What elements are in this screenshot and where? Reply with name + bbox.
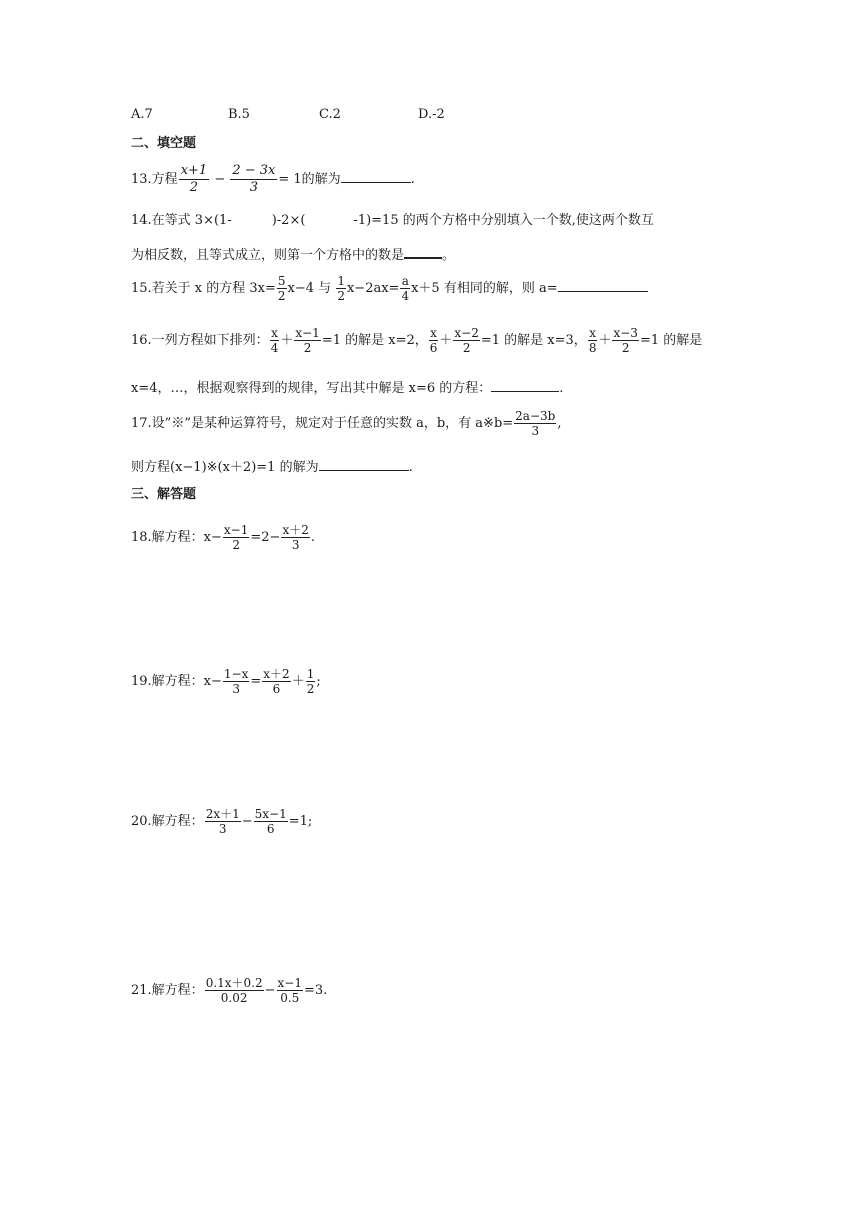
q17-end: . [408, 460, 413, 475]
q13-f2-den: 3 [249, 180, 259, 195]
q15-f2-den: 2 [337, 289, 345, 303]
q19-fraction-1 [223, 667, 249, 696]
q16-fraction-2 [294, 326, 320, 355]
q16-part-d: =1 的解是 [639, 333, 703, 348]
q14-part-a: 14.在等式 3×(1- [131, 213, 232, 228]
q20-part-a: 20.解方程： [131, 814, 204, 829]
q19-part-a: 19.解方程：x− [131, 674, 222, 689]
q17-fraction [514, 409, 556, 438]
q16-f1-den: 4 [270, 341, 279, 355]
q19-f2-den: 6 [272, 682, 281, 696]
q15-part-b: x−4 与 [287, 281, 332, 296]
q15-part-a: 15.若关于 x 的方程 3x= [131, 281, 276, 296]
q19-fraction-2 [262, 667, 290, 696]
q16-plus-3: ＋ [598, 333, 612, 348]
q19-f1-den: 3 [232, 682, 240, 696]
q16-part-b: =1 的解是 x=2， [321, 333, 428, 348]
q17-f-den: 3 [531, 424, 540, 438]
q13-minus: − [210, 172, 230, 187]
q19-f3-num: 1 [306, 667, 315, 681]
q18-f1-num: x−1 [223, 523, 249, 537]
q13-f1-num: x+1 [180, 163, 208, 178]
q20-f1-num: 2x＋1 [205, 807, 240, 821]
q16-f5-num: x [589, 326, 597, 340]
q16-f6-num: x−3 [613, 326, 638, 340]
question-13 [131, 163, 415, 196]
question-18 [131, 523, 315, 552]
q19-part-d: ; [316, 674, 321, 689]
question-16-line-1 [131, 326, 702, 355]
q15-f1-num: 5 [277, 274, 286, 288]
q14-answer-blank[interactable] [404, 243, 442, 259]
q14-part-c: -1)=15 的两个方格中分别填入一个数,使这两个数互 [353, 213, 654, 228]
q13-f2-num: 2 − 3x [232, 163, 276, 178]
q19-f2-num: x＋2 [263, 667, 290, 681]
q18-part-c: . [310, 530, 315, 545]
q16-f5-den: 8 [588, 341, 597, 355]
q13-fraction-2 [230, 163, 277, 196]
q15-f2-num: 1 [337, 274, 345, 288]
q21-f2-den: 0.5 [280, 991, 300, 1005]
q14-part-e: 。 [442, 248, 456, 263]
q21-f1-den: 0.02 [220, 991, 248, 1005]
q13-f1-den: 2 [189, 180, 199, 195]
q18-part-b: =2− [250, 530, 281, 545]
question-19 [131, 667, 321, 696]
q16-end: . [559, 381, 564, 396]
q16-f2-den: 2 [303, 341, 312, 355]
q16-answer-blank[interactable] [491, 377, 559, 392]
q15-fraction-2 [336, 274, 346, 303]
q15-fraction-3 [400, 274, 410, 303]
question-14-line-1 [131, 212, 654, 230]
q13-end: . [410, 172, 415, 187]
q13-prefix: 13.方程 [131, 172, 178, 187]
q16-line-2-text: x=4，…，根据观察得到的规律，写出其中解是 x=6 的方程： [131, 381, 492, 396]
q19-part-b: = [250, 674, 262, 689]
option-b: B.5 [228, 107, 250, 122]
q16-f3-num: x [430, 326, 437, 340]
q18-f1-den: 2 [232, 538, 240, 552]
question-17-line-1 [131, 409, 561, 438]
q21-fraction-2 [277, 976, 303, 1005]
q21-f2-num: x−1 [277, 976, 302, 990]
q15-part-c: x−2ax= [346, 281, 400, 296]
section-heading-fill: 二、填空题 [131, 136, 197, 151]
q16-f3-den: 6 [429, 341, 438, 355]
q19-f1-num: 1−x [223, 667, 249, 681]
q20-f1-den: 3 [218, 822, 227, 836]
q17-answer-blank[interactable] [319, 456, 409, 471]
q16-f2-num: x−1 [295, 326, 320, 340]
q16-f6-den: 2 [621, 341, 630, 355]
option-c: C.2 [319, 107, 341, 122]
section-heading-solve: 三、解答题 [131, 487, 197, 502]
q19-fraction-3 [306, 667, 316, 696]
q20-f2-den: 6 [266, 822, 275, 836]
q16-f1-num: x [271, 326, 278, 340]
q20-fraction-2 [254, 807, 288, 836]
question-14-line-2 [131, 243, 455, 265]
q18-f2-den: 3 [291, 538, 300, 552]
q20-part-c: =1; [288, 814, 313, 829]
q19-part-c: ＋ [291, 674, 305, 689]
question-17-line-2 [131, 456, 413, 477]
q18-fraction-2 [281, 523, 309, 552]
q15-part-d: x＋5 有相同的解，则 a= [411, 281, 558, 296]
q16-f4-den: 2 [462, 341, 471, 355]
q18-f2-num: x＋2 [282, 523, 309, 537]
option-d: D.-2 [418, 107, 445, 122]
options-row [131, 106, 531, 124]
q21-part-b: − [264, 983, 276, 998]
q15-answer-blank[interactable] [558, 277, 648, 292]
q15-fraction-1 [277, 274, 287, 303]
q16-part-c: =1 的解是 x=3， [480, 333, 587, 348]
q13-fraction-1 [179, 163, 210, 196]
q14-part-d: 为相反数，且等式成立，则第一个方格中的数是 [131, 248, 405, 263]
q16-part-a: 16.一列方程如下排列： [131, 333, 269, 348]
q20-fraction-1 [205, 807, 241, 836]
q16-fraction-5 [588, 326, 598, 355]
q16-fraction-4 [453, 326, 479, 355]
q16-f4-num: x−2 [454, 326, 479, 340]
q16-fraction-3 [429, 326, 439, 355]
q20-f2-num: 5x−1 [254, 807, 287, 821]
q15-f3-num: a [401, 274, 409, 288]
q21-part-c: =3. [304, 983, 328, 998]
option-a: A.7 [131, 107, 153, 122]
q21-part-a: 21.解方程： [131, 983, 204, 998]
question-15 [131, 274, 648, 303]
q16-plus-2: ＋ [439, 333, 453, 348]
question-16-line-2 [131, 377, 563, 398]
q16-fraction-6 [612, 326, 638, 355]
question-21 [131, 976, 327, 1005]
q18-fraction-1 [223, 523, 249, 552]
question-20 [131, 807, 312, 836]
q21-fraction-1 [205, 976, 264, 1005]
q17-part-a: 17.设”※”是某种运算符号，规定对于任意的实数 a，b，有 a※b= [131, 416, 514, 431]
q19-f3-den: 2 [306, 682, 315, 696]
q15-f3-den: 4 [401, 289, 410, 303]
q16-plus-1: ＋ [280, 333, 294, 348]
q17-line-2-text: 则方程(x−1)※(x＋2)=1 的解为 [131, 460, 319, 475]
q18-part-a: 18.解方程：x− [131, 530, 222, 545]
q13-answer-blank[interactable] [341, 168, 411, 183]
q21-f1-num: 0.1x＋0.2 [205, 976, 263, 990]
q15-f1-den: 2 [277, 289, 286, 303]
q17-f-num: 2a−3b [515, 409, 556, 423]
q16-fraction-1 [270, 326, 280, 355]
q17-part-b: , [557, 416, 562, 431]
q13-suffix: = 1的解为 [278, 172, 341, 187]
q14-part-b: )-2×( [271, 213, 306, 228]
q20-part-b: − [241, 814, 253, 829]
